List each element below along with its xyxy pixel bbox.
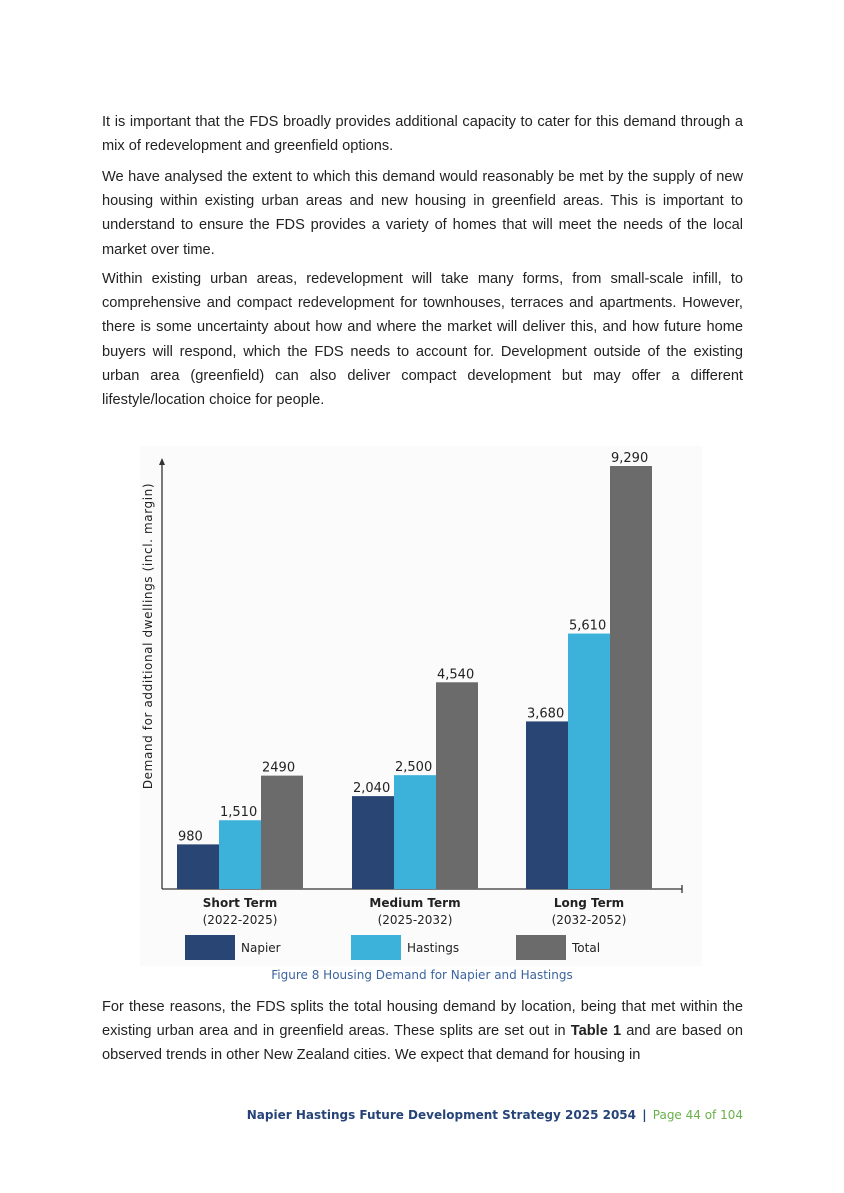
bar-hastings-2 — [568, 634, 610, 889]
figure-caption: Figure 8 Housing Demand for Napier and Hastings — [271, 968, 573, 982]
bar-hastings-0 — [219, 820, 261, 889]
paragraph-redevelopment: Within existing urban areas, redevelopment will take many forms, from small-scale infill, to comprehensive and compact redevelopment for townhouses, terraces and apartments. However, there is some uncertainty about how and where the market will deliver this, and how future home buyers will respond, which the FDS needs to account for. Development outside of the existing urban area (greenfield) can also deliver compact development but may offer a different lifestyle/location choice for people. — [102, 271, 743, 409]
category-label-0: Short Term — [202, 896, 278, 910]
legend-swatch-total — [516, 935, 566, 960]
footer-separator: | — [642, 1108, 647, 1122]
category-period-1: (2025-2032) — [377, 913, 453, 927]
footer-page-number: Page 44 of 104 — [652, 1108, 743, 1122]
paragraph-analysis: We have analysed the extent to which this demand would reasonably be met by the supply of new housing within existing urban areas and new housing in greenfield areas. This is important to understand to ensure the FDS provides a variety of homes that will meet the needs of the local market over time. — [102, 169, 743, 258]
paragraph-splits — [102, 995, 743, 1068]
data-label-total-0: 2490 — [262, 760, 296, 776]
data-label-napier-0: 980 — [178, 829, 203, 845]
legend-label-hastings: Hastings — [407, 941, 460, 955]
bar-hastings-1 — [394, 775, 436, 889]
legend-swatch-napier — [185, 935, 235, 960]
y-axis-arrow — [159, 458, 165, 465]
data-label-hastings-2: 5,610 — [569, 618, 607, 634]
data-label-napier-2: 3,680 — [527, 706, 565, 722]
footer-title: Napier Hastings Future Development Strategy 2025 2054 — [246, 1108, 636, 1122]
bar-napier-0 — [177, 844, 219, 889]
bar-total-1 — [436, 682, 478, 889]
bar-napier-2 — [526, 721, 568, 889]
paragraph-splits-text-a: For these reasons, the FDS splits the total housing demand by location, being that met within the existing urban area and in greenfield areas. These splits are set out in — [102, 999, 743, 1040]
chart-svg — [140, 446, 702, 966]
category-label-1: Medium Term — [369, 896, 461, 910]
paragraph-capacity: It is important that the FDS broadly provides additional capacity to cater for this demand through a mix of redevelopment and greenfield options. — [102, 114, 743, 155]
legend-label-total: Total — [572, 941, 601, 955]
data-label-hastings-0: 1,510 — [220, 805, 258, 821]
legend-label-napier: Napier — [241, 941, 281, 955]
data-label-hastings-1: 2,500 — [395, 760, 433, 776]
bar-total-2 — [610, 466, 652, 889]
legend-swatch-hastings — [351, 935, 401, 960]
bar-napier-1 — [352, 796, 394, 889]
data-label-total-2: 9,290 — [611, 451, 649, 466]
data-label-total-1: 4,540 — [437, 667, 475, 683]
page-footer — [247, 1108, 743, 1122]
category-label-2: Long Term — [553, 896, 625, 910]
data-label-napier-1: 2,040 — [353, 781, 391, 797]
bar-total-0 — [261, 776, 303, 889]
housing-demand-chart — [140, 446, 702, 966]
category-period-2: (2032-2052) — [551, 913, 627, 927]
paragraph-splits-text-b: and are based on observed trends in other New Zealand cities. We expect that demand for housing in — [102, 1023, 744, 1064]
table-reference: Table 1 — [570, 1023, 622, 1040]
category-period-0: (2022-2025) — [202, 913, 278, 927]
y-axis-label: Demand for additional dwellings (incl. margin) — [141, 482, 155, 790]
